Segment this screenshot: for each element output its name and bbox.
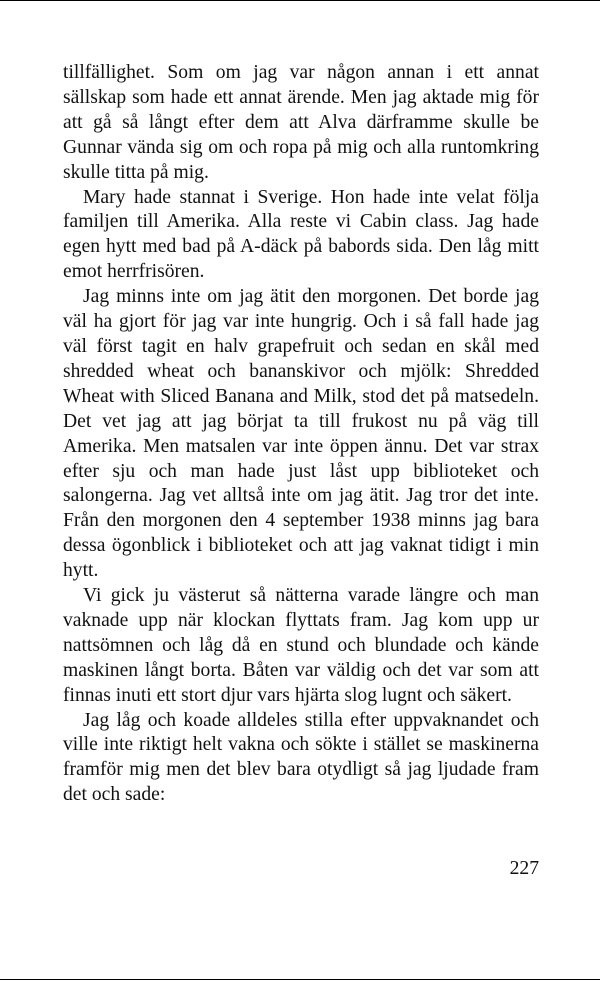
paragraph-2: Mary hade stannat i Sverige. Hon hade inte velat följa familjen till Amerika. Alla reste vi Cabin class. Jag hade egen hytt med bad på A-däck på babords sida. Den låg mitt emot herrfrisören. (63, 186, 539, 283)
paragraph-5: Jag låg och koade alldeles stilla efter uppvaknandet och ville inte riktigt helt vakna och sökte i stället se maskinerna framför mig men det blev bara otydligt så jag ljudade fram det och sade: (63, 709, 539, 806)
paragraph-1: tillfällighet. Som om jag var någon annan i ett annat sällskap som hade ett annat ärende. Men jag aktade mig för att gå så långt efter dem att Alva därframme skulle be Gunnar vända sig om och ropa på mig och alla runtomkring skulle titta på mig. (63, 62, 539, 183)
paragraph-4: Vi gick ju västerut så nätterna varade längre och man vaknade upp när klockan flyttats fram. Jag kom upp ur nattsömnen och låg då en stund och blundade och kände maskinen långt borta. Båten var väldig och det var som att finnas inuti ett stort djur vars hjärta slog lugnt och säkert. (63, 585, 539, 706)
page-number: 227 (509, 858, 539, 879)
bottom-border (0, 979, 600, 980)
body-text (63, 61, 539, 808)
paragraph-3: Jag minns inte om jag ätit den morgonen. Det borde jag väl ha gjort för jag var inte hungrig. Och i så fall hade jag väl först tagit en halv grapefruit och sedan en skål med shredded wheat och bananskivor och mjölk: Shredded Wheat with Sliced Banana and Milk, stod det på matsedeln. Det vet jag att jag börjat ta till frukost nu på väg till Amerika. Men matsalen var inte öppen ännu. Det var strax efter sju och man hade just låst upp biblioteket och salongerna. Jag vet alltså inte om jag ätit. Jag tror det inte. Från den morgonen den 4 september 1938 minns jag bara dessa ögonblick i biblioteket och att jag vaknat tidigt i min hytt. (63, 286, 539, 582)
